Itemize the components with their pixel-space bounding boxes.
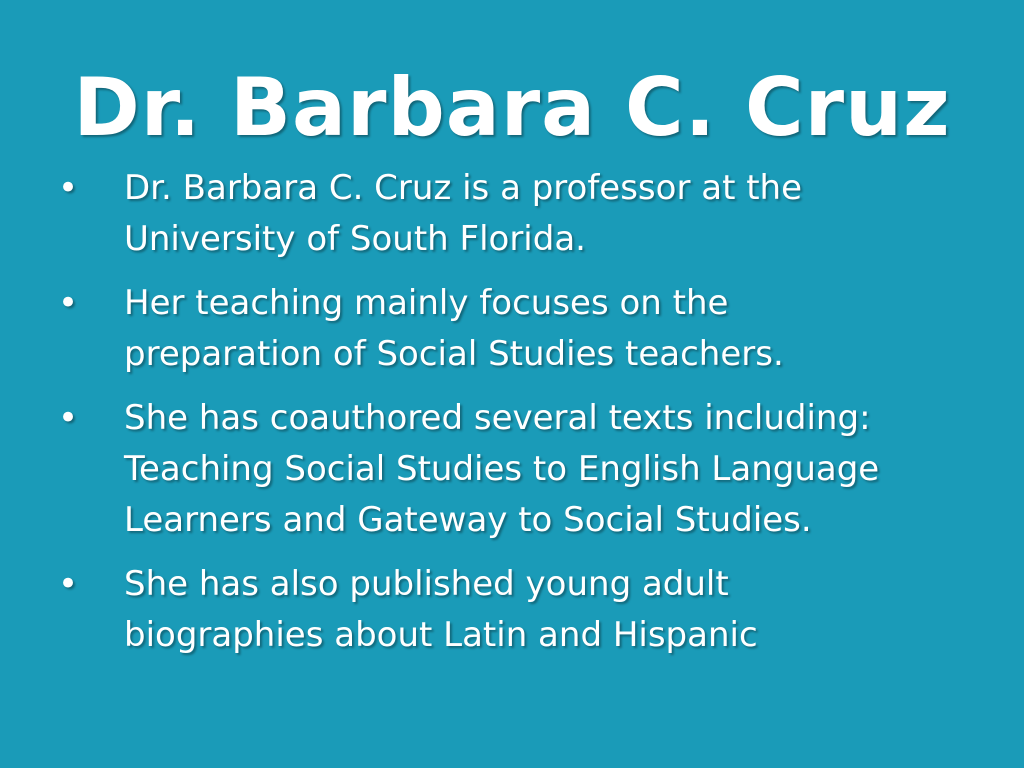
bullet-item [0, 163, 1024, 265]
bullet-list [0, 163, 1024, 675]
bullet-dot-icon: • [58, 564, 79, 604]
bullet-dot-icon: • [58, 168, 79, 208]
bullet-text: Dr. Barbara C. Cruz is a professor at the University of South Florida. [124, 168, 803, 259]
bullet-item [0, 393, 1024, 546]
bullet-dot-icon: • [58, 398, 79, 438]
bullet-text: She has also published young adult biographies about Latin and Hispanic [124, 564, 758, 655]
bullet-item [0, 278, 1024, 380]
bullet-text: Her teaching mainly focuses on the preparation of Social Studies teachers. [124, 283, 784, 374]
bullet-text: She has coauthored several texts including: Teaching Social Studies to English Language Learners and Gateway to Social Studies. [124, 398, 880, 540]
bullet-item [0, 559, 1024, 661]
bullet-dot-icon: • [58, 283, 79, 323]
slide-title: Dr. Barbara C. Cruz [73, 61, 951, 154]
